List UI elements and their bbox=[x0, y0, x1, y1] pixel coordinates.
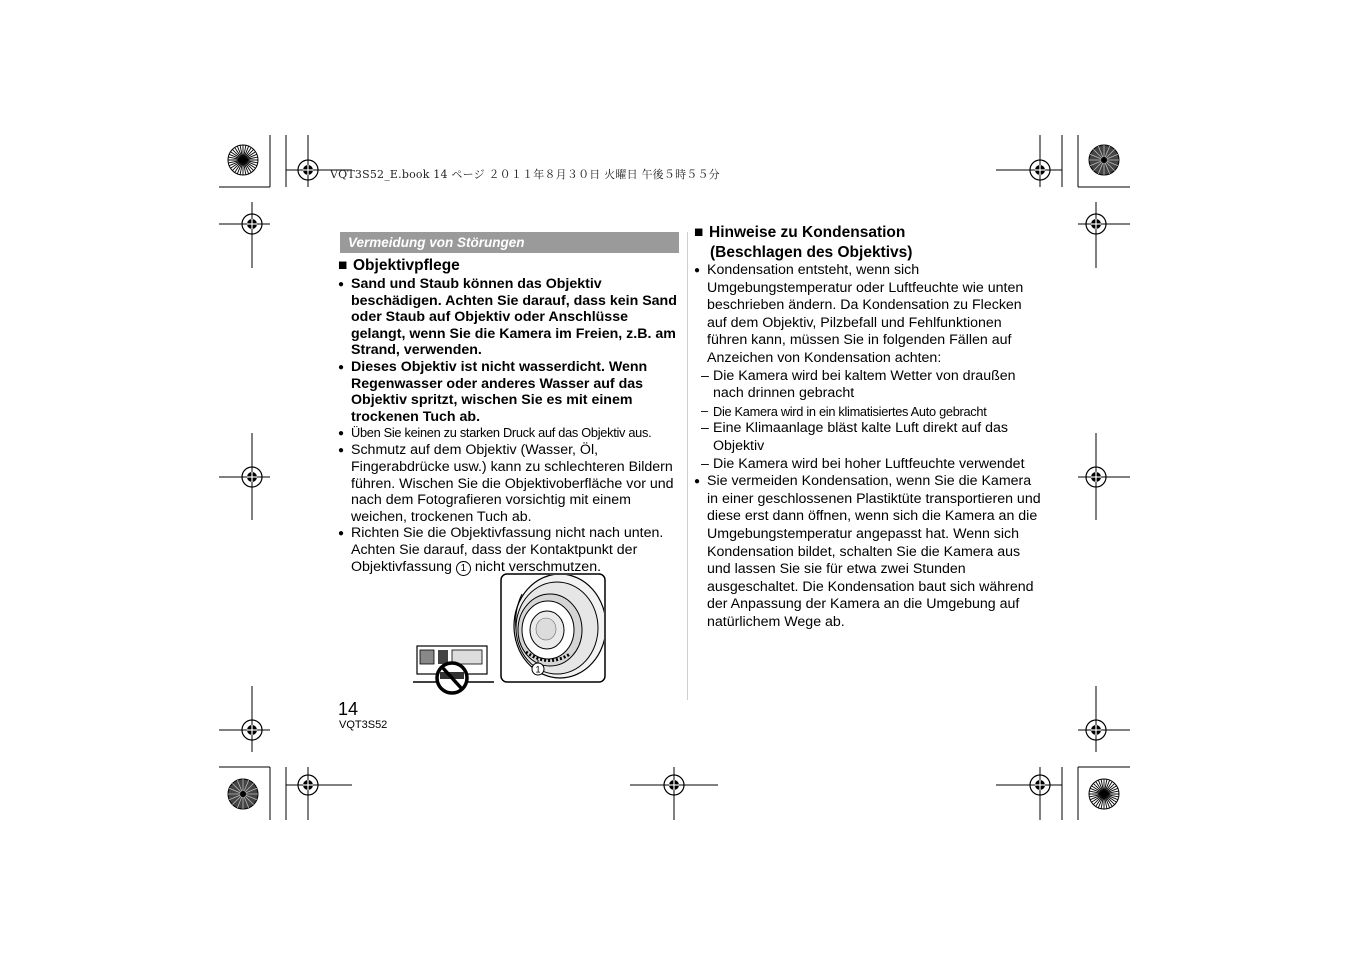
column-divider bbox=[687, 232, 688, 700]
list-item bbox=[338, 425, 684, 442]
heading-objektivpflege bbox=[338, 256, 684, 275]
bullet-text: Dieses Objektiv ist nicht wasserdicht. Wenn Regenwasser oder anderes Wasser auf das Objektiv spritzt, wischen Sie es mit einem trockenen Tuch ab. bbox=[351, 358, 648, 425]
bullet-text: Kondensation entsteht, wenn sich Umgebungstemperatur oder Luftfeuchte wie unten beschrieben ändern. Da Kondensation zu Flecken auf dem Objektiv, Pilzbefall und Fehlfunktionen führen kann, müssen Sie in folgenden Fällen auf Anzeichen von Kondensation achten: bbox=[707, 262, 1024, 366]
dash-icon: – bbox=[701, 420, 709, 437]
bullet-icon: ● bbox=[338, 361, 345, 373]
case-text: Die Kamera wird bei hoher Luftfeuchte verwendet bbox=[713, 455, 1025, 472]
heading-kondensation-sub: (Beschlagen des Objektivs) bbox=[710, 244, 913, 261]
case-text: Eine Klimaanlage bläst kalte Luft direkt auf das Objektiv bbox=[713, 420, 1008, 454]
section-title: Vermeidung von Störungen bbox=[340, 232, 679, 253]
list-item bbox=[694, 368, 1044, 403]
bullet-text: Üben Sie keinen zu starken Druck auf das Objektiv aus. bbox=[351, 425, 652, 441]
callout-marker: 1 bbox=[456, 561, 471, 576]
print-info-header: VQT3S52_E.book 14 ページ ２０１１年８月３０日 火曜日 午後５時５５分 bbox=[330, 168, 720, 181]
bullet-icon: ● bbox=[694, 476, 701, 488]
list-item bbox=[694, 262, 1044, 368]
bullet-text-part2: nicht verschmutzen. bbox=[474, 558, 602, 575]
list-item bbox=[338, 359, 684, 425]
square-bullet-icon: ■ bbox=[694, 224, 704, 241]
bullet-icon: ● bbox=[338, 428, 344, 440]
bullet-icon: ● bbox=[694, 265, 701, 276]
page-number: 14 bbox=[338, 699, 359, 719]
bullet-text-part1: Richten Sie die Objektivfassung nicht nach unten. Achten Sie darauf, dass der Kontaktpunkt der Objektivfassung bbox=[351, 525, 664, 575]
list-item bbox=[694, 456, 1044, 474]
list-item bbox=[338, 276, 684, 359]
heading-text: Hinweise zu Kondensation bbox=[709, 224, 906, 241]
list-item bbox=[338, 442, 684, 525]
bullet-text: Sand und Staub können das Objektiv beschädigen. Achten Sie darauf, dass kein Sand oder Staub auf Objektiv oder Anschlüsse gelangt, wenn Sie die Kamera im Freien, z.B. am Strand, verwenden. bbox=[351, 276, 677, 359]
right-column bbox=[694, 223, 1044, 631]
dash-icon: – bbox=[701, 367, 709, 384]
model-code: VQT3S52 bbox=[339, 719, 388, 731]
dash-icon: – bbox=[701, 455, 709, 472]
list-item bbox=[338, 525, 684, 575]
left-column bbox=[338, 256, 684, 576]
heading-kondensation bbox=[694, 223, 1044, 242]
bullet-text: Schmutz auf dem Objektiv (Wasser, Öl, Fingerabdrücke usw.) kann zu schlechteren Bildern führen. Wischen Sie die Objektivoberfläche vor und nach dem Fotografieren vorsichtig mit einem weichen, trockenen Tuch ab. bbox=[351, 442, 674, 525]
square-bullet-icon: ■ bbox=[338, 257, 348, 274]
figure-callout: 1 bbox=[535, 664, 541, 675]
bullet-icon: ● bbox=[338, 528, 345, 540]
lens-mount-illustration bbox=[410, 570, 610, 696]
dash-icon: – bbox=[701, 402, 708, 418]
bullet-icon: ● bbox=[338, 445, 345, 457]
list-item bbox=[694, 473, 1044, 631]
bullet-icon: ● bbox=[338, 279, 345, 290]
bullet-text: Sie vermeiden Kondensation, wenn Sie die Kamera in einer geschlossenen Plastiktüte transportieren und diese erst dann öffnen, wenn sich die Kamera an die Umgebungstemperatur angepasst hat. Wenn sich Kondensation bildet, schalten Sie die Kamera aus und lassen Sie sie für etwa zwei Stunden ausgeschaltet. Die Kondensation baut sich während der Anpassung der Kamera an die Umgebung auf natürlichem Wege ab. bbox=[707, 473, 1041, 630]
case-text: Die Kamera wird bei kaltem Wetter von draußen nach drinnen gebracht bbox=[713, 367, 1016, 402]
bullet-text bbox=[351, 525, 684, 575]
list-item bbox=[694, 403, 1044, 421]
list-item bbox=[694, 420, 1044, 455]
heading-text: Objektivpflege bbox=[353, 257, 460, 274]
case-text: Die Kamera wird in ein klimatisiertes Auto gebracht bbox=[713, 403, 987, 419]
